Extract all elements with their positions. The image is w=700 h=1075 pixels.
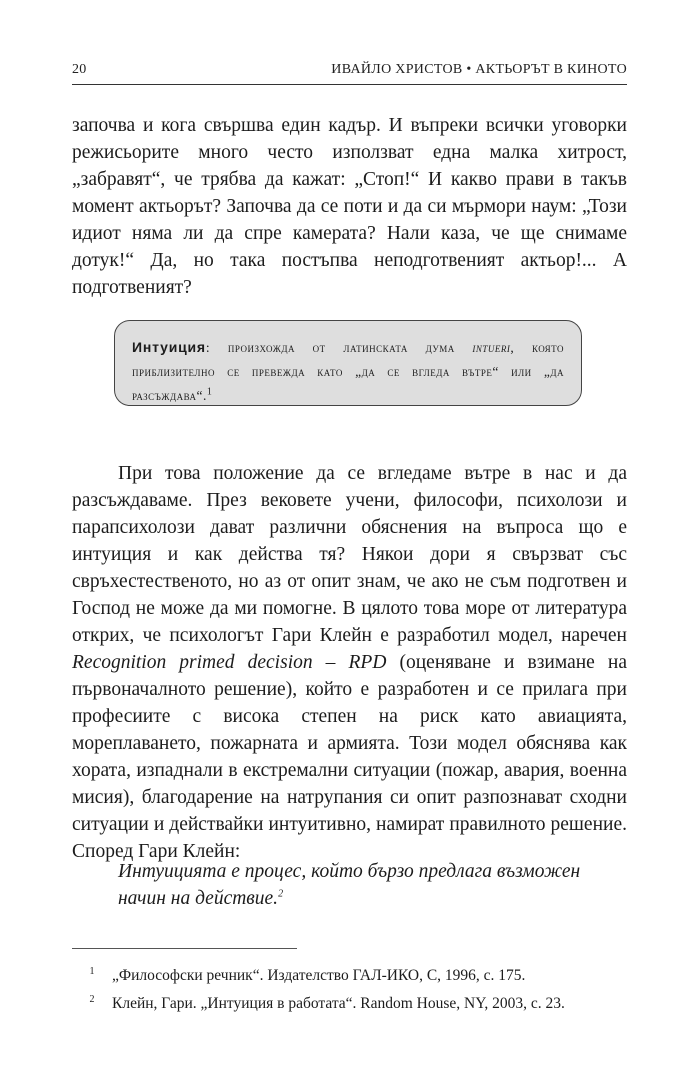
rpd-term: Recognition primed decision – RPD — [72, 652, 387, 673]
definition-text-start: : произхожда от латинската дума — [205, 340, 473, 355]
definition-box — [114, 320, 582, 406]
block-quote — [118, 858, 627, 912]
footnote-number: 1 — [89, 965, 95, 977]
paragraph-2-end: (оценяване и взимане на първоначалното решение), който е разработен и се прилага при професиите с висока степен на риск като авиацията, мореплаването, пожарната и армията. Този модел обяснява как хората, изпаднали в екстремални ситуации (пожар, авария, военна мисия), благодарение на натрупания си опит разпознават сходни ситуации и действайки интуитивно, намират правилното решение. Според Гари Клейн: — [72, 652, 627, 862]
footnote-ref-2: 2 — [278, 888, 284, 900]
definition-term: Интуиция — [132, 339, 206, 355]
latin-word: intueri — [472, 340, 511, 355]
footnote-rule — [72, 948, 297, 949]
definition-text-end: , която приблизително се превежда като „да се вгледа вътре“ или „да разсъждава“. — [132, 340, 564, 403]
footnote-ref-1: 1 — [206, 386, 213, 398]
header-rule — [72, 84, 627, 85]
paragraph-2-start: При това положение да се вгледаме вътре в нас и да разсъждаваме. През вековете учени, философи, психолози и парапсихолози дават различни обяснения на въпроса що е интуиция и как действа тя? Някои дори я свързват със свръхестественото, но аз от опит знам, че ако не съм подготвен и Господ не може да ми помогне. В цялото това море от литература открих, че психологът Гари Клейн е разработил модел, наречен — [72, 463, 627, 646]
footnote-text: Клейн, Гари. „Интуиция в работата“. Random House, NY, 2003, с. 23. — [112, 995, 565, 1012]
quote-text: Интуицията е процес, който бързо предлага възможен начин на действие. — [118, 861, 581, 909]
footnote-number: 2 — [89, 993, 95, 1005]
paragraph-1: започва и кога свършва един кадър. И въпреки всички уговорки режисьорите много често използват една малка хитрост, „забравят“, че трябва да кажат: „Стоп!“ И какво прави в такъв момент актьорът? Започва да се поти и да си мърмори наум: „Този идиот няма ли да спре камерата? Нали каза, че ще снимаме дотук!“ Да, но така постъпва неподготвеният актьор!... А подготвеният? — [72, 115, 627, 298]
header-separator: • — [466, 62, 472, 77]
running-title — [331, 62, 627, 78]
page-number: 20 — [72, 62, 87, 77]
footnote-item — [72, 990, 627, 1018]
footnote-item — [72, 962, 627, 990]
author-name: ИВАЙЛО ХРИСТОВ — [331, 62, 463, 77]
footnotes — [72, 962, 627, 1018]
paragraph-2 — [72, 460, 627, 865]
footnote-text: „Философски речник“. Издателство ГАЛ-ИКО, С, 1996, с. 175. — [112, 967, 526, 984]
book-title: АКТЬОРЪТ В КИНОТО — [475, 62, 627, 77]
